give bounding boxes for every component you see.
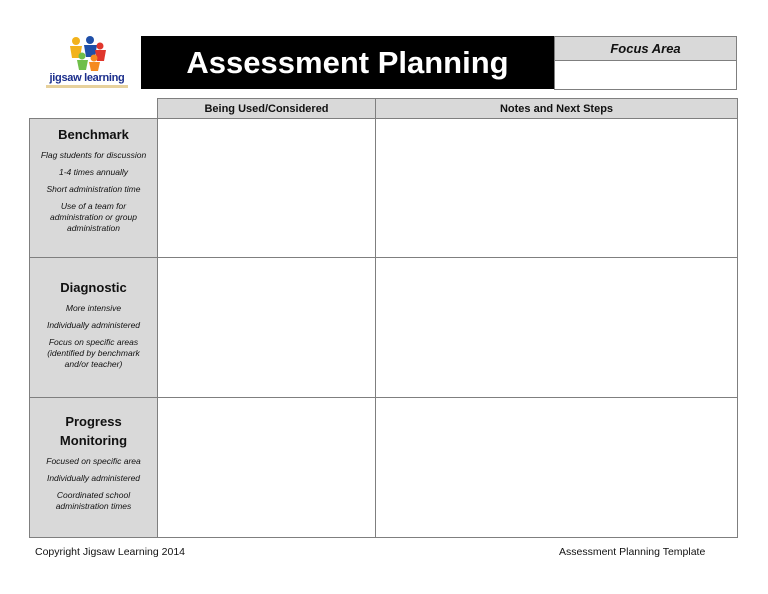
row-item: Individually administered [46, 473, 141, 483]
footer-copyright: Copyright Jigsaw Learning 2014 [35, 546, 186, 558]
column-header-being-used: Being Used/Considered [157, 98, 376, 119]
footer-template-name: Assessment Planning Template [559, 546, 706, 558]
puzzle-people-icon [42, 34, 132, 72]
row-item: More intensive [65, 303, 122, 313]
diagnostic-notes-cell[interactable] [375, 257, 738, 398]
benchmark-being-used-cell[interactable] [157, 118, 376, 258]
row-title: Diagnostic [60, 280, 127, 295]
progress-monitoring-being-used-cell[interactable] [157, 397, 376, 538]
row-item: Individually administered [46, 320, 141, 330]
logo-wordmark: jigsaw learning [49, 72, 125, 84]
jigsaw-learning-logo [42, 34, 132, 92]
row-title: Benchmark [58, 127, 129, 142]
logo-tagline-strip [46, 85, 128, 88]
row-header-diagnostic [29, 257, 158, 398]
diagnostic-being-used-cell[interactable] [157, 257, 376, 398]
planning-table [29, 98, 738, 538]
benchmark-notes-cell[interactable] [375, 118, 738, 258]
focus-area-field[interactable] [554, 61, 737, 90]
row-item: Coordinated school administration times [55, 490, 132, 511]
focus-area-label: Focus Area [554, 36, 737, 61]
page-title: Assessment Planning [141, 36, 554, 89]
progress-monitoring-notes-cell[interactable] [375, 397, 738, 538]
row-item: Focus on specific areas (identified by benchmark and/or teacher) [47, 337, 140, 369]
row-title: Progress Monitoring [59, 414, 128, 448]
row-header-progress-monitoring [29, 397, 158, 538]
row-item: Focused on specific area [46, 456, 141, 466]
row-item: Short administration time [46, 184, 141, 194]
column-header-notes: Notes and Next Steps [375, 98, 738, 119]
row-item: 1-4 times annually [59, 167, 128, 177]
row-item: Use of a team for administration or group administration [50, 201, 137, 233]
row-item: Flag students for discussion [40, 150, 147, 160]
row-header-benchmark [29, 118, 158, 258]
